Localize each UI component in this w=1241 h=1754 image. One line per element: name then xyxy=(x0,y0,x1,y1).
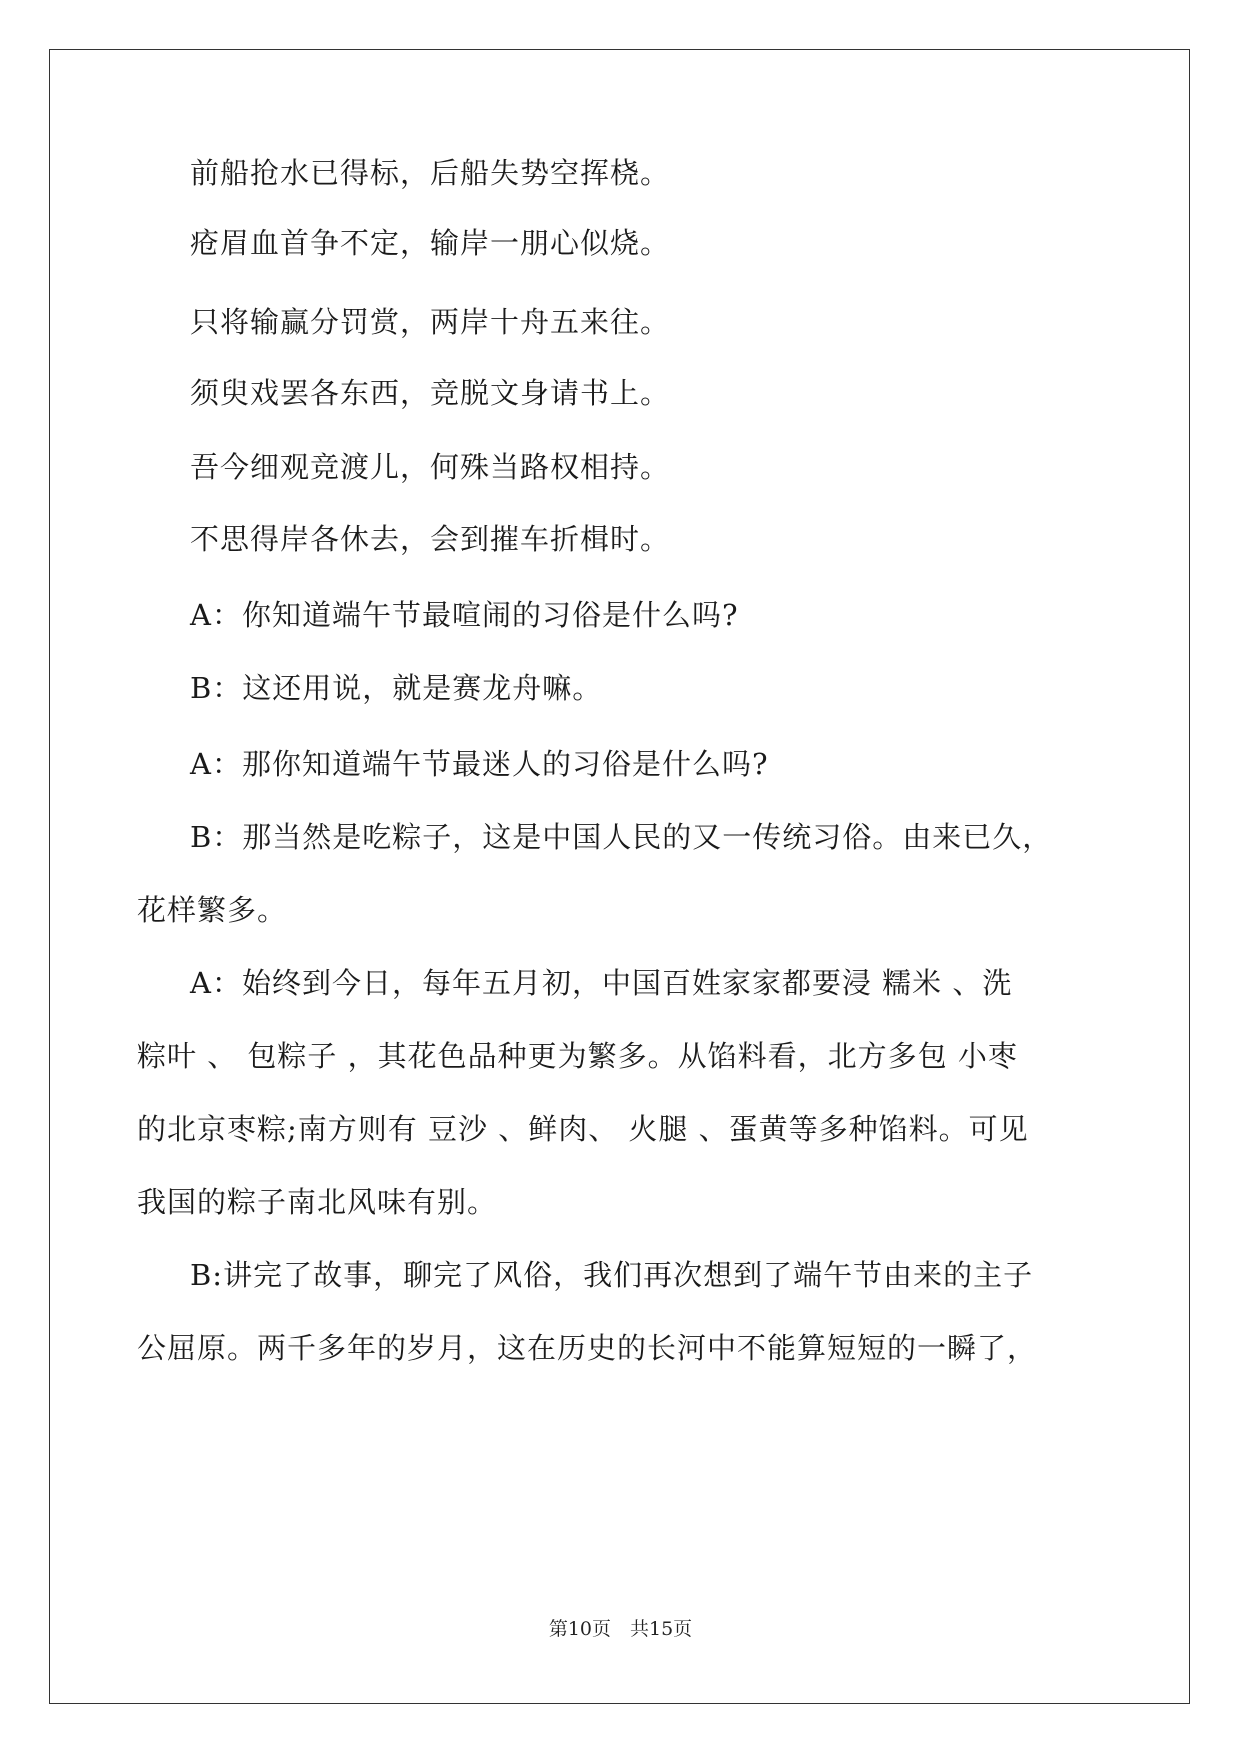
page-footer xyxy=(0,1614,1241,1641)
poem-line: 须臾戏罢各东西，竞脱文身请书上。 xyxy=(190,376,671,410)
dialogue-line: A：那你知道端午节最迷人的习俗是什么吗? xyxy=(190,747,769,781)
dialogue-line: B:讲完了故事，聊完了风俗，我们再次想到了端午节由来的主子 xyxy=(190,1258,1034,1292)
poem-line: 只将输赢分罚赏，两岸十舟五来往。 xyxy=(190,305,671,339)
dialogue-line: A：始终到今日，每年五月初，中国百姓家家都要浸 糯米 、洗 xyxy=(190,966,1013,1000)
dialogue-line: B：这还用说，就是赛龙舟嘛。 xyxy=(190,671,603,705)
poem-line: 不思得岸各休去，会到摧车折楫时。 xyxy=(190,522,671,556)
dialogue-line: 花样繁多。 xyxy=(137,893,288,927)
poem-line: 疮眉血首争不定，输岸一朋心似烧。 xyxy=(190,226,671,260)
dialogue-line: 公屈原。两千多年的岁月，这在历史的长河中不能算短短的一瞬了， xyxy=(137,1331,1038,1365)
page-border xyxy=(49,49,1190,1704)
dialogue-line: 粽叶 、 包粽子 ，其花色品种更为繁多。从馅料看，北方多包 小枣 xyxy=(137,1039,1018,1073)
poem-line: 吾今细观竞渡儿，何殊当路权相持。 xyxy=(190,450,671,484)
dialogue-line: 的北京枣粽;南方则有 豆沙 、鲜肉、 火腿 、蛋黄等多种馅料。可见 xyxy=(137,1112,1029,1146)
dialogue-line: 我国的粽子南北风味有别。 xyxy=(137,1185,498,1219)
page-number: 第10页 共15页 xyxy=(548,1618,693,1640)
dialogue-line: A：你知道端午节最喧闹的习俗是什么吗? xyxy=(190,598,739,632)
dialogue-line: B：那当然是吃粽子，这是中国人民的又一传统习俗。由来已久， xyxy=(190,820,1053,854)
poem-line: 前船抢水已得标，后船失势空挥桡。 xyxy=(190,156,671,190)
